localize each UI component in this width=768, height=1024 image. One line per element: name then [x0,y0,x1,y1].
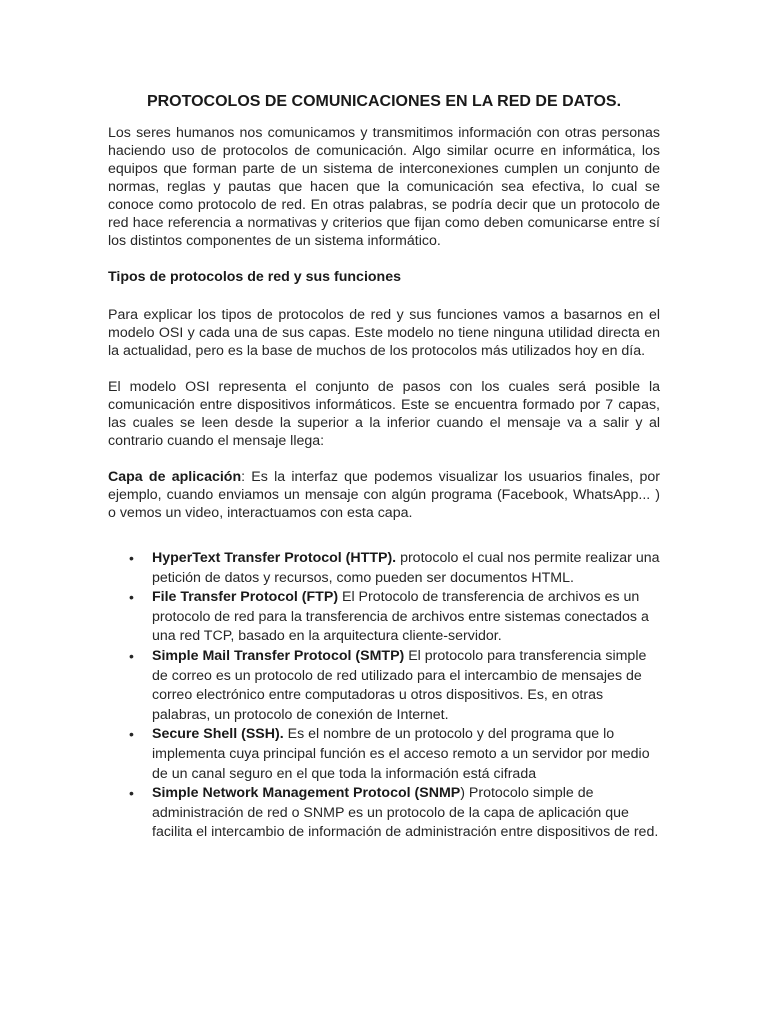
protocol-name: File Transfer Protocol (FTP) [152,589,339,606]
list-item [108,647,660,725]
bullet-icon: • [129,726,134,743]
list-item [108,588,660,647]
model-paragraph: El modelo OSI representa el conjunto de pasos con los cuales será posible la comunicación entre dispositivos informáticos. Este se encuentra formado por 7 capas, las cuales se leen desde la superior a la inferior cuando el mensaje va a salir y al contrario cuando el mensaje llega: [108,379,660,449]
bullet-icon: • [129,550,134,566]
list-item [108,549,660,588]
bullet-icon: • [129,589,134,606]
protocol-description: protocolo el cual nos permite realizar una petición de datos y recursos, como pueden ser documentos HTML. [152,550,660,586]
document-title: PROTOCOLOS DE COMUNICACIONES EN LA RED DE DATOS. [146,93,622,110]
protocol-description: ) Protocolo simple de administración de red o SNMP es un protocolo de la capa de aplicación que facilita el intercambio de información de administración entre dispositivos de red. [152,785,659,841]
section-heading: Tipos de protocolos de red y sus funciones [108,269,401,285]
list-item [108,725,660,784]
osi-paragraph-after: y cada una de sus capas. Este modelo no tiene ninguna utilidad directa en la actualidad, pero es la base de muchos de los protocolos más utilizados hoy en día. [108,325,660,359]
osi-paragraph [108,306,660,360]
list-item [108,784,660,843]
protocol-list [108,549,660,843]
protocol-description: Es el nombre de un protocolo y del programa que lo implementa cuya principal función es el acceso remoto a un servidor por medio de un canal seguro en el que toda la información está cifrada [152,726,650,782]
bullet-icon: • [129,647,134,664]
application-layer-label: Capa de aplicación [108,469,242,485]
protocol-name: Simple Network Management Protocol (SNMP [152,785,461,802]
application-layer-text: : Es la interfaz que podemos visualizar los usuarios finales, por ejemplo, cuando enviamos un mensaje con algún programa (Facebook, WhatsApp... ) o vemos un video, interactuamos con esta capa. [108,469,660,521]
bullet-icon: • [129,785,134,802]
protocol-name: HyperText Transfer Protocol (HTTP). [152,550,397,566]
osi-paragraph-before: Para explicar los tipos de protocolos de red y sus funciones vamos a basarnos en el [108,307,660,323]
intro-paragraph: Los seres humanos nos comunicamos y transmitimos información con otras personas haciendo uso de protocolos de comunicación. Algo similar ocurre en informática, los equipos que forman parte de un sistema de interconexiones cumplen un conjunto de normas, reglas y pautas que hacen que la comunicación sea efectiva, lo cual se conoce como protocolo de red. En otras palabras, se podría decir que un protocolo de red hace referencia a normativas y criterios que fijan como deben comunicarse entre sí los distintos componentes de un sistema informático. [108,125,660,249]
protocol-name: Secure Shell (SSH). [152,726,284,743]
protocol-description: El Protocolo de transferencia de archivos es un protocolo de red para la transferencia de archivos entre sistemas conectados a una red TCP, basado en la arquitectura cliente-servidor. [152,589,649,645]
protocol-description: El protocolo para transferencia simple de correo es un protocolo de red utilizado para el intercambio de mensajes de correo electrónico entre computadoras u otros dispositivos. Es, en otras palabras, un protocolo de conexión de Internet. [152,647,647,723]
application-layer-paragraph [108,468,660,522]
protocol-name: Simple Mail Transfer Protocol (SMTP) [152,647,405,664]
osi-term: modelo OSI [108,325,184,341]
